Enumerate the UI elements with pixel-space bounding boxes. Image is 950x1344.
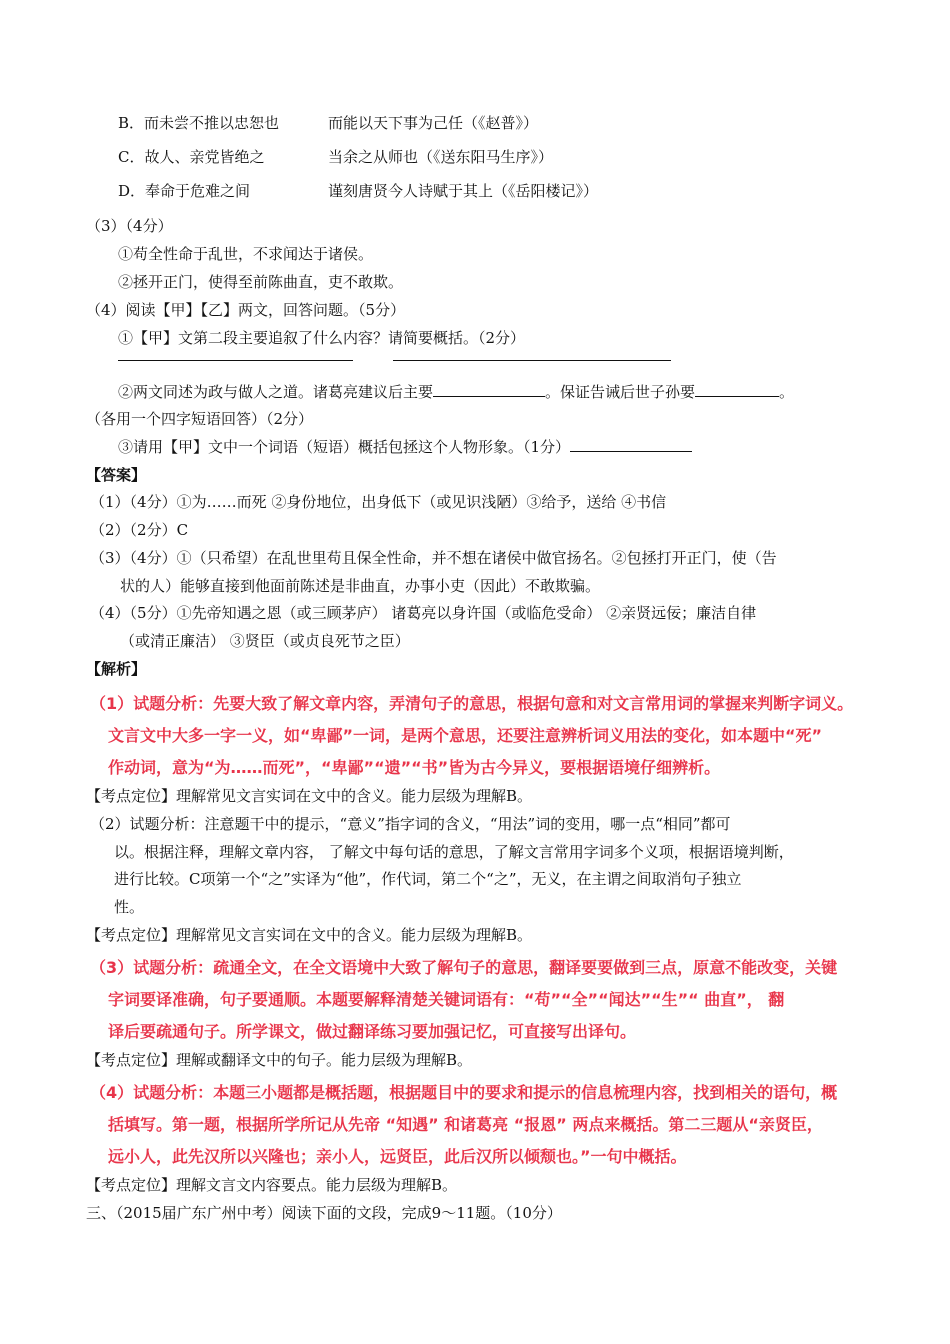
analysis-2-line-1: （2）试题分析：注意题干中的提示，“意义”指字词的含义，“用法”词的变用，哪一点“相同”都可: [90, 815, 731, 833]
answer-3-line-2: 状的人）能够直接到他面前陈述是非曲直，办事小吏（因此）不敢欺骗。: [120, 577, 601, 595]
answer-blank[interactable]: [695, 382, 779, 397]
answer-blank[interactable]: [118, 346, 353, 361]
answer-3-line-1: （3）（4分）①（只希望）在乱世里苟且保全性命，并不想在诸侯中做官扬名。②包拯打开正门，使（告: [90, 549, 777, 567]
answer-1: （1）（4分）①为……而死 ②身份地位，出身低下（或见识浅陋）③给予，送给 ④书信: [90, 493, 667, 511]
analysis-4-line-1: （4）试题分析：本题三小题都是概括题，根据题目中的要求和提示的信息梳理内容，找到相关的语句，概: [90, 1083, 838, 1102]
q4-sub-3-text: ③请用【甲】文中一个词语（短语）概括包拯这个人物形象。（1分）: [118, 438, 571, 456]
q4-sub-2-note: （各用一个四字短语回答）（2分）: [86, 410, 314, 428]
option-d-right: 谨刻唐贤今人诗赋于其上（《岳阳楼记》）: [328, 182, 599, 200]
answer-blank[interactable]: [570, 437, 692, 452]
answer-4-line-2: （或清正廉洁） ③贤臣（或贞良死节之臣）: [120, 632, 410, 650]
analysis-3-line-2: 字词要译准确，句子要通顺。本题要解释清楚关键词语有：“苟”“全”“闻达”“生”“ 曲直”， 翻: [108, 990, 785, 1009]
kaodian-3: 【考点定位】理解或翻译文中的句子。能力层级为理解B。: [86, 1051, 473, 1069]
option-c-right: 当余之从师也（《送东阳马生序》）: [328, 148, 554, 166]
option-c-left: C．故人、亲党皆绝之: [118, 148, 265, 166]
answer-label: 【答案】: [86, 466, 147, 484]
analysis-1-line-2: 文言文中大多一字一义，如“卑鄙”一词，是两个意思，还要注意辨析词义用法的变化，如本题中“死”: [108, 726, 823, 745]
q4-sub-1-blanks: [118, 346, 671, 366]
kaodian-4: 【考点定位】理解文言文内容要点。能力层级为理解B。: [86, 1176, 458, 1194]
analysis-3-line-3: 译后要疏通句子。所学课文，做过翻译练习要加强记忆，可直接写出译句。: [108, 1022, 637, 1041]
kaodian-2: 【考点定位】理解常见文言实词在文中的含义。能力层级为理解B。: [86, 926, 533, 944]
analysis-2-line-4: 性。: [114, 898, 145, 916]
analysis-2-line-3: 进行比较。C项第一个“之”实译为“他”，作代词，第二个“之”，无义，在主谓之间取消句子独立: [114, 870, 742, 888]
analysis-label: 【解析】: [86, 660, 147, 678]
q4-sub-1: ①【甲】文第二段主要追叙了什么内容？请简要概括。（2分）: [118, 329, 526, 347]
analysis-1-line-1: （1）试题分析：先要大致了解文章内容，弄清句子的意思，根据句意和对文言常用词的掌握来判断字词义。: [90, 694, 854, 713]
q4-sub-2: [118, 382, 794, 402]
q4-header: （4）阅读【甲】【乙】两文，回答问题。（5分）: [86, 301, 406, 319]
q4-sub-3: [118, 437, 692, 457]
q4-sub-2-end: 。: [779, 383, 795, 401]
option-b-right: 而能以天下事为己任（《赵普》）: [328, 114, 539, 132]
analysis-1-line-3: 作动词，意为“为……而死”，“卑鄙”“遗”“书”皆为古今异义，要根据语境仔细辨析。: [108, 758, 721, 777]
kaodian-1: 【考点定位】理解常见文言实词在文中的含义。能力层级为理解B。: [86, 787, 533, 805]
analysis-4-line-2: 括填写。第一题，根据所学所记从先帝 “知遇” 和诸葛亮 “报恩” 两点来概括。第二三题从“亲贤臣，: [108, 1115, 823, 1134]
analysis-2-line-2: 以。根据注释，理解文章内容， 了解文中每句话的意思，了解文言常用字词多个义项，根据语境判断，: [114, 843, 794, 861]
answer-blank[interactable]: [433, 382, 545, 397]
q4-sub-2-text-b: 。保证告诫后世子孙要: [545, 383, 696, 401]
q4-sub-2-text: ②两文同述为政与做人之道。诸葛亮建议后主要: [118, 383, 434, 401]
q3-sentence-1: ①苟全性命于乱世，不求闻达于诸侯。: [118, 245, 374, 263]
answer-2: （2）（2分）C: [90, 521, 189, 539]
option-d-left: D．奉命于危难之间: [118, 182, 251, 200]
answer-blank[interactable]: [393, 346, 671, 361]
q3-header: （3）（4分）: [86, 217, 173, 235]
analysis-4-line-3: 远小人，此先汉所以兴隆也；亲小人，远贤臣，此后汉所以倾颓也。”一句中概括。: [108, 1147, 687, 1166]
section-3-heading: 三、（2015届广东广州中考）阅读下面的文段，完成9～11题。（10分）: [86, 1204, 562, 1222]
answer-4-line-1: （4）（5分）①先帝知遇之恩（或三顾茅庐） 诸葛亮以身许国（或临危受命） ②亲贤远佞；廉洁自律: [90, 604, 757, 622]
analysis-3-line-1: （3）试题分析：疏通全文，在全文语境中大致了解句子的意思，翻译要要做到三点，原意不能改变，关键: [90, 958, 838, 977]
option-b-left: B．而未尝不推以忠恕也: [118, 114, 280, 132]
q3-sentence-2: ②拯开正门，使得至前陈曲直，吏不敢欺。: [118, 273, 404, 291]
